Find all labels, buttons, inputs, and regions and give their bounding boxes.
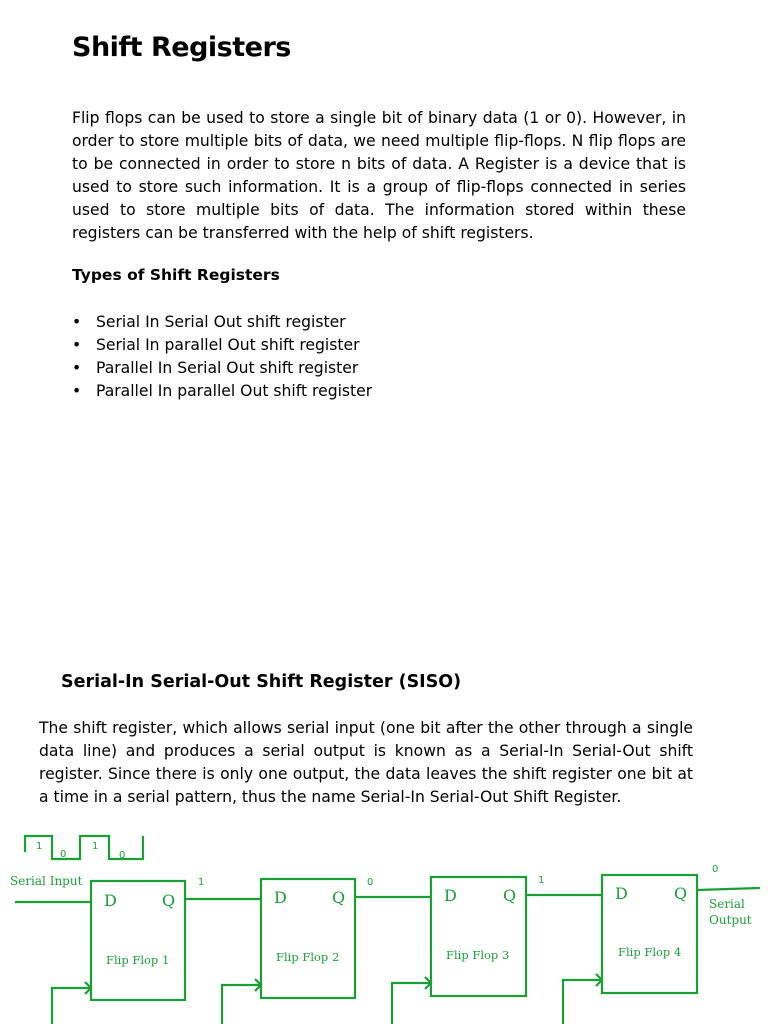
serial-output-label: Output — [709, 913, 752, 927]
list-item: • Parallel In parallel Out shift register — [72, 380, 372, 403]
ff3-d-label: D — [444, 886, 457, 905]
ff2-d-label: D — [274, 888, 287, 907]
list-item: • Parallel In Serial Out shift register — [72, 357, 372, 380]
ff1-q-label: Q — [162, 891, 176, 910]
link-bit-label: 1 — [538, 875, 545, 886]
types-list — [72, 311, 372, 403]
list-item: • Serial In Serial Out shift register — [72, 311, 372, 334]
clock-wire-3 — [392, 983, 431, 1024]
intro-paragraph: Flip flops can be used to store a single bit of binary data (1 or 0). However, in order to store multiple bits of data, we need multiple flip-flops. N flip flops are to be connected in order to store n bits of data. A Register is a device that is used to store such information. It is a group of flip-flops connected in series used to store multiple bits of data. The information stored within these registers can be transferred with the help of shift registers. — [72, 109, 686, 242]
link-bit-label: 0 — [712, 864, 719, 875]
ff1-d-label: D — [104, 891, 117, 910]
siso-heading: Serial-In Serial-Out Shift Register (SISO) — [61, 672, 462, 692]
ff2-q-label: Q — [332, 888, 346, 907]
input-bit-label: 0 — [60, 849, 67, 860]
serial-input-label: Serial Input — [10, 874, 83, 888]
flip-flop-2-label: Flip Flop 2 — [276, 950, 340, 964]
page-title: Shift Registers — [72, 32, 291, 63]
types-heading: Types of Shift Registers — [72, 266, 280, 284]
clock-wire-4 — [563, 980, 602, 1024]
siso-diagram — [0, 828, 768, 1024]
flip-flop-4-label: Flip Flop 4 — [618, 945, 682, 959]
link-bit-label: 1 — [198, 877, 205, 888]
siso-paragraph: The shift register, which allows serial input (one bit after the other through a single data line) and produces a serial output is known as a Serial-In Serial-Out shift register. Since there is only one output, the data leaves the shift register one bit at a time in a serial pattern, thus the name Serial-In Serial-Out Shift Register. — [39, 719, 693, 806]
list-item: • Serial In parallel Out shift register — [72, 334, 372, 357]
input-bit-label: 1 — [36, 841, 43, 852]
input-bit-label: 0 — [119, 850, 126, 861]
ff4-d-label: D — [615, 884, 628, 903]
flip-flop-1-label: Flip Flop 1 — [106, 953, 170, 967]
ff4-q-label: Q — [674, 884, 688, 903]
input-bit-label: 1 — [92, 841, 99, 852]
ff3-q-label: Q — [503, 886, 517, 905]
flip-flop-3-label: Flip Flop 3 — [446, 948, 510, 962]
link-bit-label: 0 — [367, 877, 374, 888]
serial-output-wire — [697, 888, 760, 890]
serial-output-label: Serial — [709, 897, 745, 911]
